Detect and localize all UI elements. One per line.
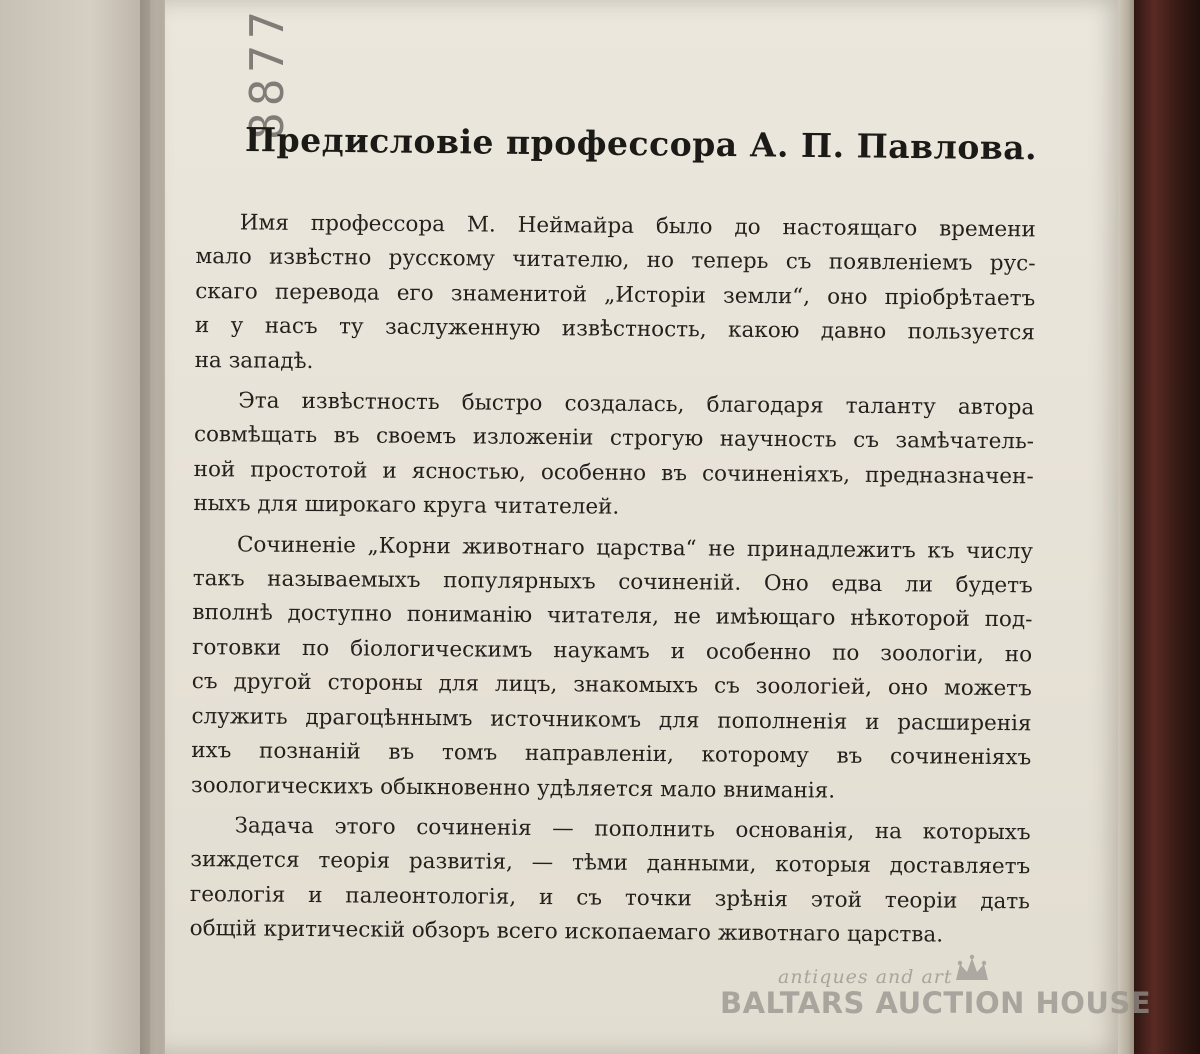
text-line: Имя профессора М. Неймайра было до настоящаго времени xyxy=(239,210,1036,243)
paragraph xyxy=(191,528,1033,811)
preface-body xyxy=(189,206,1035,960)
text-line: и у насъ ту заслуженную извѣстность, какою давно пользуется xyxy=(194,313,1036,346)
book-binding xyxy=(1134,0,1200,1054)
page-title: Предисловіе профессора А. П. Павлова. xyxy=(244,120,1038,168)
watermark-tagline: antiques and art xyxy=(778,966,953,988)
paragraph xyxy=(194,206,1035,385)
text-line: скаго перевода его знаменитой „Исторіи земли“, оно пріобрѣтаетъ xyxy=(195,278,1036,312)
text-line: совмѣщать въ своемъ изложеніи строгую научность съ замѣчатель- xyxy=(193,422,1035,455)
crown-icon xyxy=(952,954,992,984)
text-line: Сочиненіе „Корни животнаго царства“ не принадлежитъ къ числу xyxy=(236,532,1034,564)
text-line: зоологическихъ обыкновенно удѣляется мало вниманія. xyxy=(190,772,836,804)
text-line: ной простотой и ясностью, особенно въ сочиненіяхъ, предназначен- xyxy=(193,456,1034,490)
text-line: съ другой стороны для лицъ, знакомыхъ съ зоологіей, оно можетъ xyxy=(191,669,1032,702)
text-line: геологія и палеонтологія, и съ точки зрѣнія этой теоріи дать xyxy=(189,881,1031,915)
text-line: на западѣ. xyxy=(194,347,314,374)
watermark-brand: BALTARS AUCTION HOUSE xyxy=(720,986,1152,1020)
text-line: зиждется теорія развитія, — тѣми данными, которыя доставляетъ xyxy=(190,847,1031,880)
text-line: такъ называемыхъ популярныхъ сочиненій. Оно едва ли будетъ xyxy=(192,566,1033,599)
text-line: готовки по біологическимъ наукамъ и особенно по зоологіи, но xyxy=(192,634,1033,668)
text-line: вполнѣ доступно пониманію читателя, не имѣющаго нѣкоторой под- xyxy=(192,600,1033,633)
text-line: Задача этого сочиненія — пополнить основанія, на которыхъ xyxy=(234,813,1031,846)
handwritten-shelf-number: 8877 xyxy=(240,5,294,140)
paragraph xyxy=(190,809,1031,954)
text-line: ныхъ для широкаго круга читателей. xyxy=(193,491,620,520)
text-line: общій критическій обзоръ всего ископаемаго животнаго царства. xyxy=(189,916,944,948)
auction-watermark xyxy=(720,966,1152,1046)
text-line: служить драгоцѣннымъ источникомъ для пополненія и расширенія xyxy=(191,703,1032,736)
text-line: мало извѣстно русскому читателю, но теперь съ появленіемъ рус- xyxy=(195,244,1036,277)
text-line: Эта извѣстность быстро создалась, благодаря таланту автора xyxy=(238,388,1035,421)
text-line: ихъ познаній въ томъ направленіи, которому въ сочиненіяхъ xyxy=(191,738,1032,771)
paragraph xyxy=(193,384,1034,529)
left-page xyxy=(0,0,150,1054)
